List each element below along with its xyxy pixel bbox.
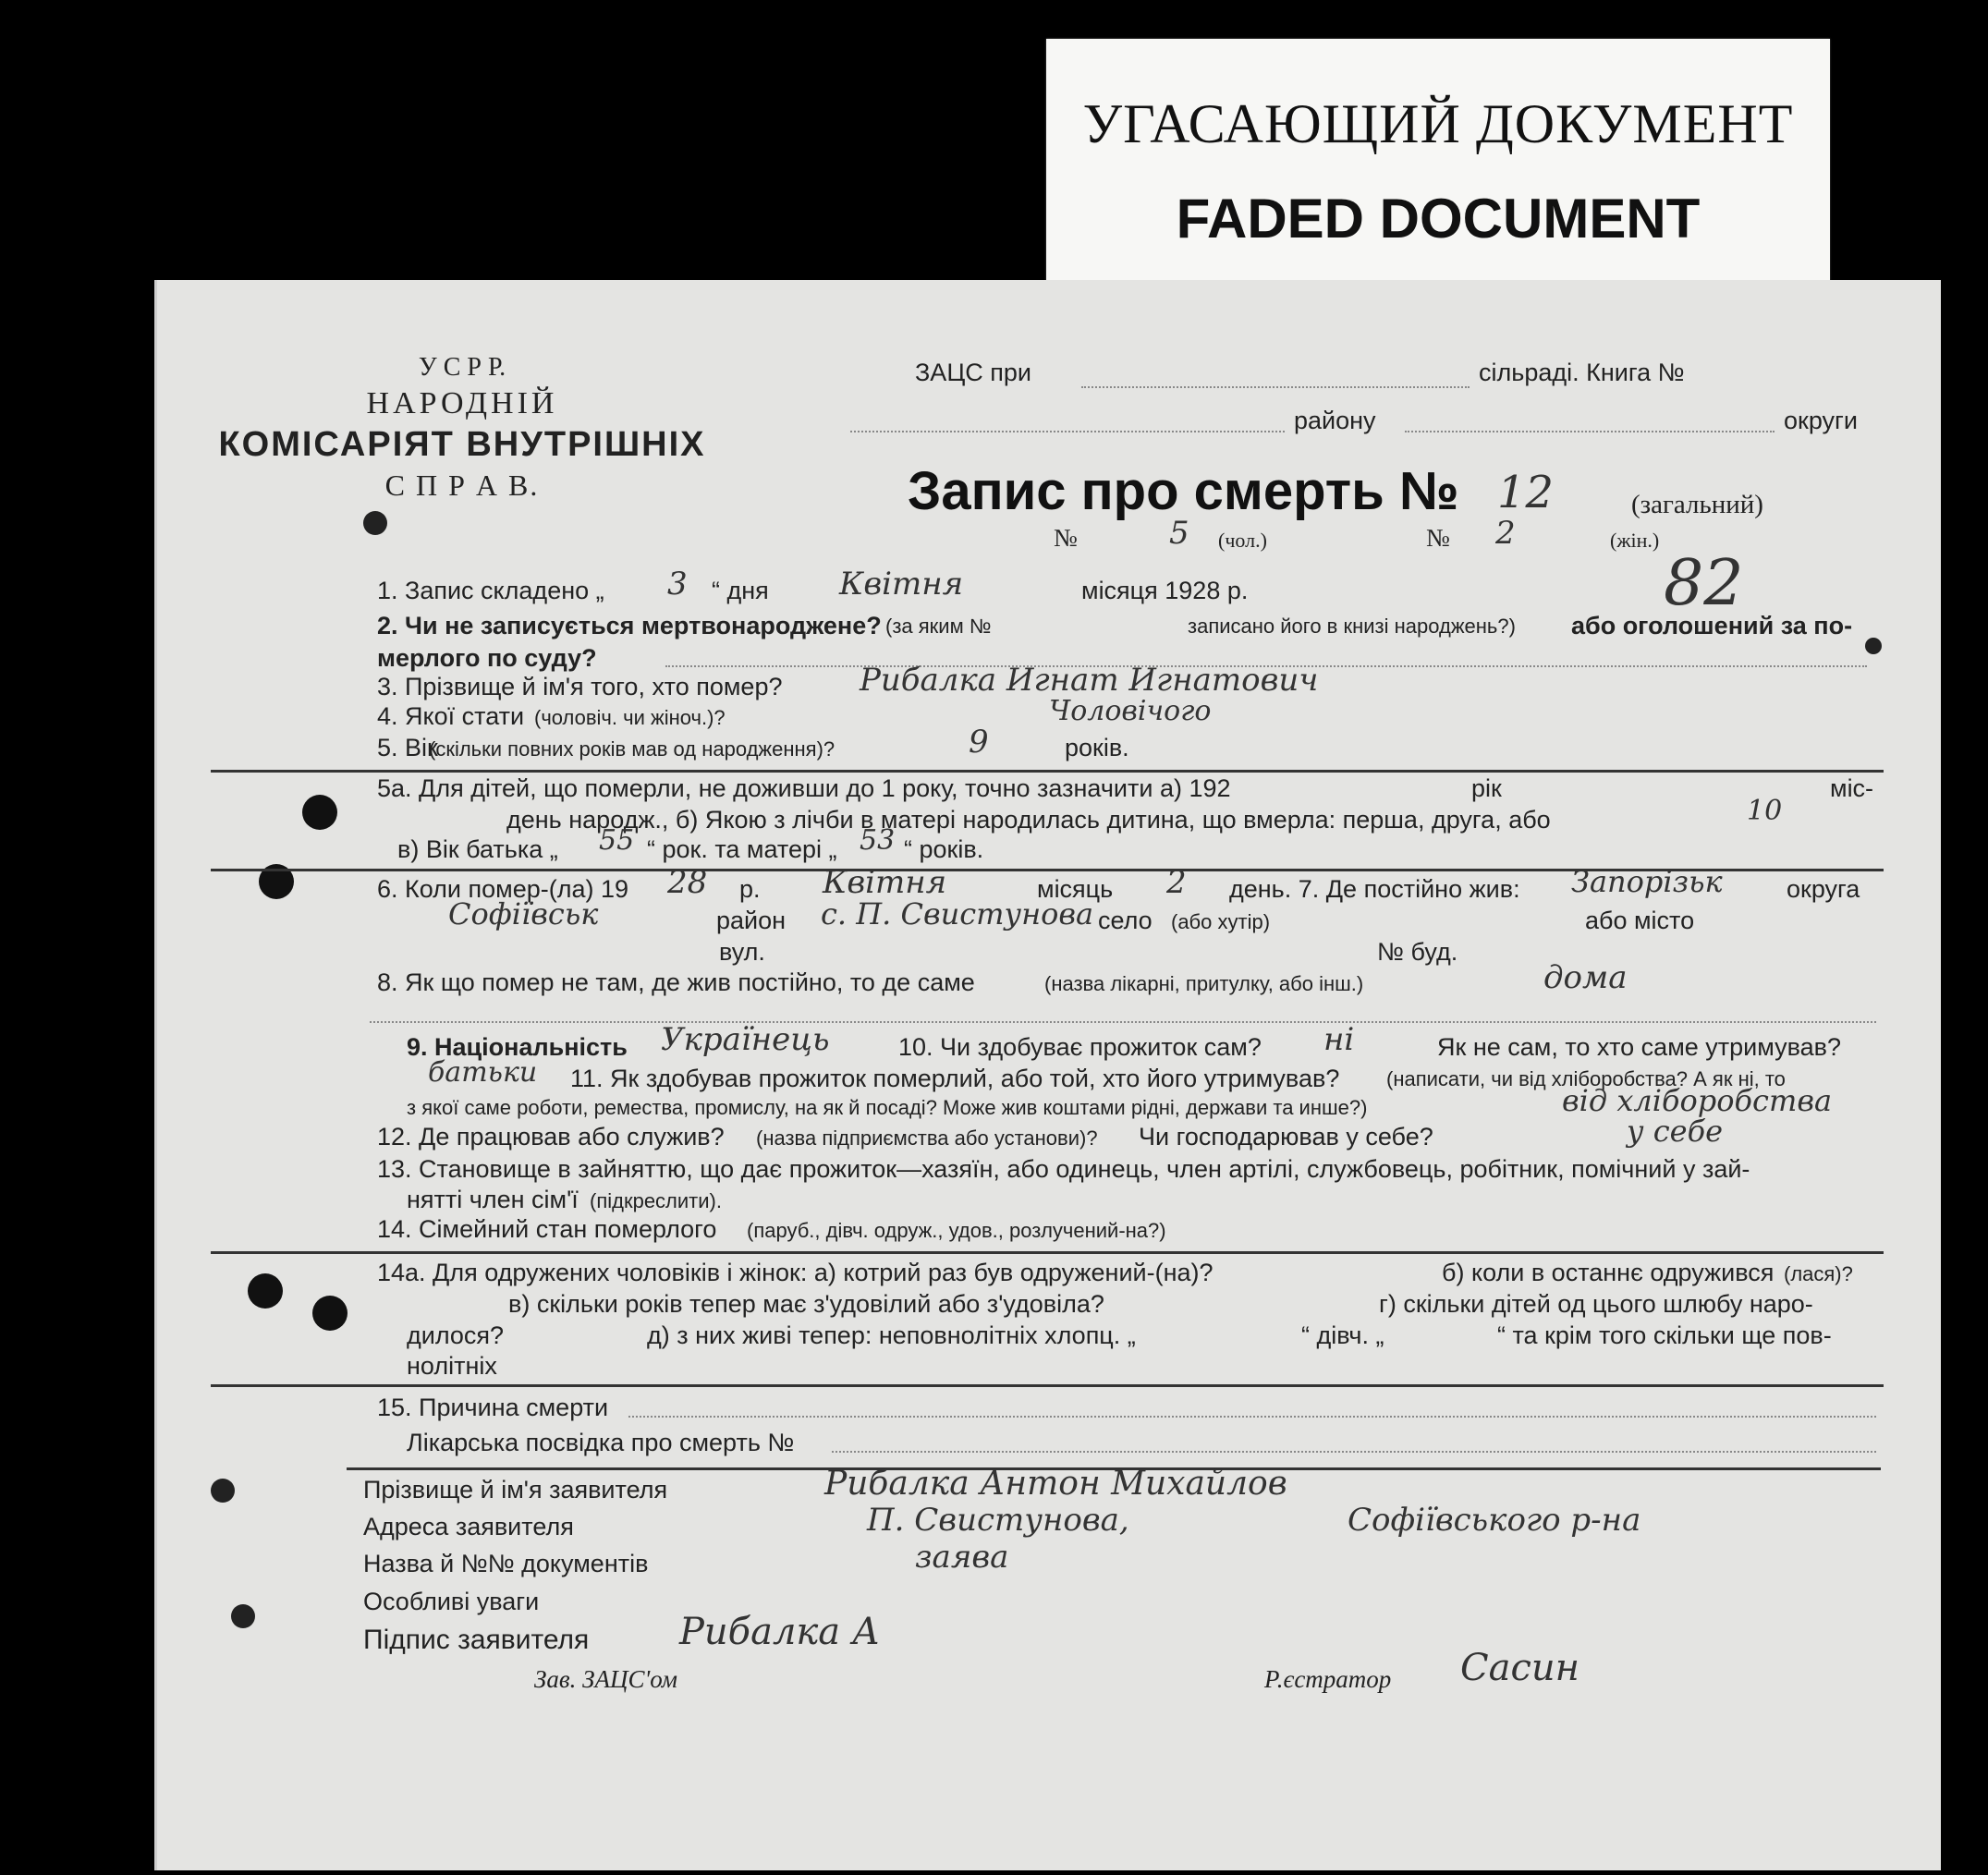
punch-hole [363,511,387,535]
documents-hw: заява [915,1539,1009,1576]
r5-label: 5. Вік [377,734,438,761]
r13-hint: (підкреслити). [590,1189,722,1212]
r6-raion-hw: Софіївськ [448,896,599,931]
applicant-name-label: Прізвище й ім'я заявителя [363,1476,668,1504]
stamp-en: FADED DOCUMENT [1176,188,1701,250]
record-title: Запис про смерть № [908,461,1459,521]
r2-label: 2. Чи не записується мертвонароджене? [377,612,882,639]
female-label: (жін.) [1610,529,1660,552]
r11-label: 11. Як здобував прожиток померлий, або той, хто його утримував? [570,1065,1340,1092]
silradi-label: сільраді. Книга № [1479,359,1685,386]
general-number-hw: 12 [1497,467,1555,518]
r5a-label: 5а. Для дітей, що померли, не доживши до 1 року, точно зазначити а) 192 [377,774,1231,802]
r6-city: або місто [1585,907,1695,934]
r8-hint: (назва лікарні, притулку, або інш.) [1044,972,1364,995]
r6-day-label: день. 7. Де постійно жив: [1229,875,1520,903]
r10-who: Як не сам, то хто саме утримував? [1437,1033,1842,1061]
general-label: (загальний) [1631,490,1763,519]
r6-month: місяць [1037,875,1114,903]
r14a-girls: “ дівч. „ [1301,1321,1384,1349]
r6-label: 6. Коли помер-(ла) 19 [377,875,629,903]
punch-hole [211,1479,235,1503]
r5a-father-age-hw: 55 [599,824,635,857]
r6-street: вул. [719,938,765,966]
r5a-order-hw: 10 [1747,795,1783,827]
signature-label: Підпис заявителя [363,1625,590,1655]
applicant-signature-hw: Рибалка А [679,1611,881,1653]
r4-label: 4. Якої стати [377,702,525,730]
female-no-sign: № [1426,524,1450,552]
r14a-children: г) скільки дітей од цього шлюбу наро- [1379,1290,1813,1318]
female-number-hw: 2 [1495,515,1516,552]
r13-label: 13. Становище в зайняттю, що дає прожиток—хазяїн, або одинець, член артілі, службовець, робітник, помічний у зай- [377,1155,1750,1183]
r5a-mother-age-hw: 53 [860,824,896,857]
zags-line [1081,386,1470,388]
r6-village-hint: (або хутір) [1171,910,1271,933]
r2-declared: або оголошений за по- [1571,612,1853,639]
applicant-address-hw: П. Свистунова, [867,1502,1129,1539]
raion-label: району [1294,407,1376,434]
r9-label: 9. Національність [407,1033,628,1061]
section-rule [211,1251,1884,1254]
r8-place-hw: дома [1543,959,1628,996]
documents-label: Назва й №№ документів [363,1550,649,1577]
r6-okrug-hw: Запорізьк [1571,864,1723,899]
org-line-3: С П Р А В. [384,469,540,502]
r3-label: 3. Прізвище й ім'я того, хто помер? [377,673,783,700]
section-rule [211,770,1884,773]
applicant-address-hw-2: Софіївського р-на [1348,1502,1641,1539]
r9-nationality-hw: Українець [661,1021,830,1058]
punch-hole [312,1296,348,1331]
r15-cert: Лікарська посвідка про смерть № [407,1429,795,1456]
r15-label: 15. Причина смерти [377,1394,609,1421]
r5-years: років. [1065,734,1129,761]
r14-label: 14. Сімейний стан померлого [377,1215,717,1243]
male-number-hw: 5 [1169,515,1189,552]
r14a-when-hint: (лася)? [1784,1262,1853,1285]
zags-head-label: Зав. ЗАЦС'ом [534,1665,677,1693]
r14a-label: 14а. Для одружених чоловіків і жінок: а) котрий раз був одружений-(на)? [377,1259,1214,1286]
punch-hole [1865,638,1882,654]
r14a-adult: “ та крім того скільки ще пов- [1497,1321,1832,1349]
r11-hint1: (написати, чи від хліборобства? А як ні, то [1386,1067,1786,1090]
r6-r: р. [739,875,761,903]
stamp-ru: УГАСАЮЩИЙ ДОКУМЕНТ [1082,93,1794,154]
r2-by-number: (за яким № [885,615,992,638]
org-line-1: НАРОДНІЙ [366,386,558,420]
section-rule [211,1384,1884,1387]
male-no-sign: № [1054,524,1078,552]
r6-day-hw: 2 [1166,864,1187,901]
okrug-label: округи [1784,407,1858,434]
r3-name-hw: Рибалка Игнат Игнатович [860,662,1319,699]
r6-okrug: округа [1787,875,1860,903]
margin-number-hw: 82 [1664,547,1744,620]
r11-hint2: з якої саме роботи, ремества, промислу, на як й посаді? Може жив коштами рідні, держави та инше?) [407,1096,1368,1119]
r2-recorded: записано його в книзі народжень?) [1188,615,1516,638]
r5a-month: міс- [1830,774,1874,802]
r11-answer-hw: від хліборобства [1562,1083,1833,1118]
r6-village: село [1098,907,1153,934]
registrar-label: Р.єстратор [1264,1665,1392,1693]
r6-month-hw: Квітня [823,864,947,901]
applicant-address-label: Адреса заявителя [363,1513,574,1540]
r15-line [628,1416,1876,1418]
male-label: (чол.) [1218,529,1267,552]
r15-cert-line [832,1451,1876,1453]
r5a-years: “ років. [904,835,984,863]
r1-month-label: місяця 1928 р. [1081,577,1249,604]
r12-answer-hw: у себе [1627,1114,1724,1149]
r14a-living: д) з них живі тепер: неповнолітніх хлопц. „ [647,1321,1136,1349]
r1-label: 1. Запис складено „ [377,577,604,604]
r4-hint: (чоловіч. чи жіноч.)? [534,706,726,729]
r5a-year: рік [1471,774,1502,802]
r5-hint: (скільки повних років мав од народження)? [429,737,835,761]
punch-hole [248,1273,283,1309]
zags-label: ЗАЦС при [915,359,1032,386]
r5-age-hw: 9 [969,724,989,761]
r8-line [370,1021,1876,1023]
r14a-adults: нолітніх [407,1352,497,1380]
faded-document-stamp [1046,39,1830,281]
r10-answer-hw: ні [1323,1021,1355,1058]
r10-label: 10. Чи здобуває прожиток сам? [898,1033,1262,1061]
r1-day-hw: 3 [667,566,688,603]
r6-house: № буд. [1377,938,1458,966]
r14-hint: (паруб., дівч. одруж., удов., розлучений-на?) [747,1219,1166,1242]
r12-label: 12. Де працював або служив? [377,1123,725,1151]
r13-label-2: нятті член сім'ї [407,1186,579,1213]
r6-raion: район [716,907,787,934]
org-line-2: КОМІСАРІЯТ ВНУТРІШНІХ [218,425,706,464]
applicant-name-hw: Рибалка Антон Михайлов [824,1465,1287,1503]
r5a-father: в) Вік батька „ [397,835,558,863]
okrug-line [1405,431,1775,432]
r2-court: мерлого по суду? [377,644,597,672]
r5a-day: день народж., б) Якою з лічби в матері народилась дитина, що вмерла: перша, друга, або [506,806,1551,834]
r5a-mother: “ рок. та матері „ [647,835,837,863]
r8-label: 8. Як що помер не там, де жив постійно, то де саме [377,968,975,996]
registrar-signature-hw: Сасин [1460,1647,1579,1689]
punch-hole [231,1604,255,1628]
r6-year-hw: 28 [667,864,708,901]
r14a-born: дилося? [407,1321,505,1349]
r12-hint: (назва підприємства або установи)? [756,1126,1098,1150]
r4-sex-hw: Чоловічого [1049,695,1212,727]
r1-day-label: “ дня [712,577,769,604]
r11-support-hw: батьки [428,1056,538,1089]
notes-label: Особливі уваги [363,1588,540,1615]
r14a-years: в) скільки років тепер має з'удовілий або з'удовіла? [508,1290,1104,1318]
r6-village-hw: с. П. Свистунова [821,896,1094,931]
republic-label: У С Р Р. [418,353,506,382]
r12-own: Чи господарював у себе? [1139,1123,1433,1151]
r1-month-hw: Квітня [839,566,964,603]
raion-line [850,431,1285,432]
r14a-when: б) коли в останнє одружився [1442,1259,1775,1286]
punch-hole [302,795,337,830]
